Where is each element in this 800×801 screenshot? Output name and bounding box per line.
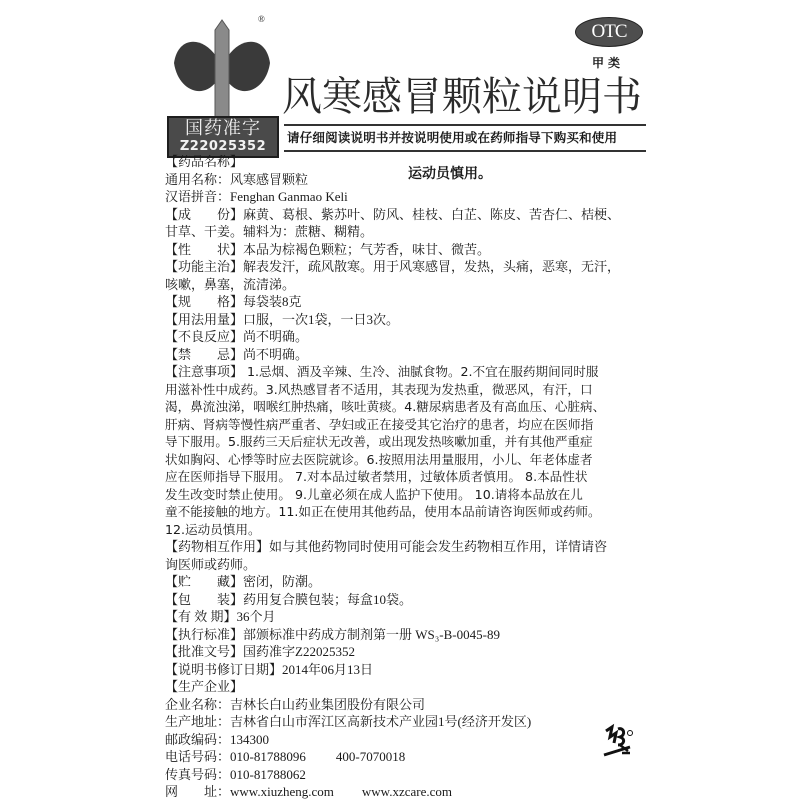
section-contraindications [165, 346, 647, 364]
address-row [165, 713, 647, 731]
interactions-value: 如与其他药物同时使用可能会发生药物相互作用，详情请咨 [269, 539, 608, 554]
phone-row [165, 748, 647, 766]
section-label: 【用法用量】 [165, 311, 244, 327]
otc-badge: OTC [575, 17, 643, 47]
precautions-line: 童不能接触的地方。11.如正在使用其他药品，使用本品前请咨询医师或药师。 [165, 504, 601, 519]
section-label: 【性 状】 [165, 241, 244, 257]
section-label: 【有 效 期】 [165, 609, 237, 624]
precautions-line: 12.运动员慎用。 [165, 521, 261, 537]
section-precautions [165, 363, 647, 381]
adverse-reactions-value: 尚不明确。 [243, 329, 309, 344]
section-label: 【批准文号】 [165, 644, 244, 659]
section-drug-name-heading [165, 153, 647, 171]
section-label: 【执行标准】 [165, 626, 244, 642]
section-dosage [165, 311, 647, 329]
fax-row [165, 766, 647, 784]
company-value: 吉林长白山药业集团股份有限公司 [230, 696, 426, 712]
generic-name-value: 风寒感冒颗粒 [230, 171, 309, 187]
section-label: 【注意事项】 [165, 364, 244, 379]
section-label: 【贮 藏】 [165, 574, 244, 589]
indications-continuation [165, 276, 647, 294]
fax-value: 010-81788062 [230, 766, 306, 782]
section-standard [165, 626, 647, 644]
field-label: 邮政编码： [165, 731, 231, 747]
website-link-2[interactable]: www.xzcare.com [361, 784, 452, 799]
properties-value: 本品为棕褐色颗粒；气芳香，味甘、微苦。 [243, 241, 491, 257]
website-row [165, 783, 647, 801]
section-packaging [165, 591, 647, 609]
postcode-row [165, 731, 647, 749]
reading-advice: 请仔细阅读说明书并按说明使用或在药师指导下购买和使用 [287, 130, 618, 145]
brand-axe-logo [172, 18, 272, 118]
section-label: 【规 格】 [165, 294, 244, 309]
section-interactions [165, 538, 647, 556]
specification-value: 每袋装8克 [243, 294, 302, 309]
field-label: 汉语拼音： [165, 189, 231, 204]
section-properties [165, 241, 647, 259]
field-label: 网 址： [165, 784, 231, 799]
section-label: 【功能主治】 [165, 259, 244, 274]
section-label: 【不良反应】 [165, 329, 244, 344]
section-shelf-life [165, 608, 647, 626]
pinyin-row [165, 188, 647, 206]
title-divider-top [284, 124, 646, 126]
brand-calligraphy-seal-icon [600, 723, 636, 759]
section-label: 【禁 忌】 [165, 346, 244, 362]
section-storage [165, 573, 647, 591]
section-label: 【药品名称】 [165, 154, 244, 169]
precautions-line: 导下服用。5.服药三天后症状无改善，或出现发热咳嗽加重，并有其他严重症 [165, 434, 593, 449]
section-adverse-reactions [165, 328, 647, 346]
precautions-line: 渴，鼻流浊涕，咽喉红肿热痛，咳吐黄痰。4.糖尿病患者及有高血压、心脏病、 [165, 399, 606, 414]
website-link-1[interactable]: www.xiuzheng.com [230, 784, 334, 799]
phone-value-2: 400-7070018 [335, 749, 406, 764]
field-label: 电话号码： [165, 749, 231, 764]
approval-number-value: 国药准字Z22025352 [243, 644, 355, 659]
precautions-line: 1.忌烟、酒及辛辣、生冷、油腻食物。2.不宜在服药期间同时服 [243, 364, 599, 379]
revision-date-value: 2014年06月13日 [282, 661, 374, 677]
section-approval-number [165, 643, 647, 661]
packaging-value: 药用复合膜包装；每盒10袋。 [243, 591, 413, 607]
section-indications [165, 258, 647, 276]
standard-value: 部颁标准中药成方制剂第一册 WS₃-B-0045-89 [243, 626, 500, 642]
field-label: 通用名称： [165, 171, 231, 187]
ingredients-value: 甘草、干姜。辅料为：蔗糖、糊精。 [165, 224, 374, 239]
section-specification [165, 293, 647, 311]
section-label: 【生产企业】 [165, 679, 244, 694]
section-manufacturer-heading [165, 678, 647, 696]
pinyin-value: Fenghan Ganmao Keli [230, 189, 348, 204]
field-label: 传真号码： [165, 766, 231, 782]
section-revision-date [165, 661, 647, 679]
precautions-line: 肝病、肾病等慢性病严重者、孕妇或正在接受其它治疗的患者，均应在医师指 [165, 416, 594, 432]
leaflet-body [165, 153, 647, 801]
document-title: 风寒感冒颗粒说明书 [282, 74, 642, 119]
approval-label: 国药准字 [185, 118, 261, 139]
ingredients-continuation [165, 223, 647, 241]
contraindications-value: 尚不明确。 [243, 346, 309, 362]
section-label: 【说明书修订日期】 [165, 661, 283, 677]
title-divider-bottom [284, 150, 646, 152]
company-row [165, 696, 647, 714]
otc-class-label: 甲类 [592, 56, 625, 70]
precautions-line: 发生改变时禁止使用。 9.儿童必须在成人监护下使用。 10.请将本品放在儿 [165, 486, 583, 502]
field-label: 企业名称： [165, 696, 231, 712]
phone-value-1: 010-81788096 [230, 749, 306, 764]
precautions-line: 应在医师指导下服用。 7.对本品过敏者禁用，过敏体质者慎用。 8.本品性状 [165, 469, 588, 484]
precautions-line: 用滋补性中成药。3.风热感冒者不适用，其表现为发热重，微恶风，有汗，口 [165, 381, 593, 397]
dosage-value: 口服，一次1袋，一日3次。 [243, 311, 400, 327]
shelf-life-value: 36个月 [236, 609, 276, 624]
approval-number-badge [167, 116, 279, 158]
section-label: 【药物相互作用】 [165, 539, 270, 554]
precautions-line: 状如胸闷、心悸等时应去医院就诊。6.按照用法用量服用，小儿、年老体虚者 [165, 451, 593, 467]
address-value: 吉林省白山市浑江区高新技术产业园1号(经济开发区) [230, 714, 532, 729]
section-ingredients [165, 206, 647, 224]
field-label: 生产地址： [165, 714, 231, 729]
section-label: 【成 份】 [165, 206, 244, 222]
approval-number: Z22025352 [179, 139, 267, 154]
registered-mark: ® [258, 14, 265, 24]
ingredients-value: 麻黄、葛根、紫苏叶、防风、桂枝、白芷、陈皮、苦杏仁、桔梗、 [243, 206, 621, 222]
section-label: 【包 装】 [165, 591, 244, 607]
indications-value: 解表发汗，疏风散寒。用于风寒感冒，发热，头痛，恶寒，无汗， [243, 259, 621, 274]
interactions-value: 询医师或药师。 [165, 556, 257, 572]
postcode-value: 134300 [230, 731, 270, 747]
interactions-continuation [165, 556, 647, 574]
generic-name-row [165, 171, 647, 189]
indications-value: 咳嗽，鼻塞，流清涕。 [165, 276, 296, 292]
athlete-caution-note: 运动员慎用。 [408, 166, 492, 182]
storage-value: 密闭，防潮。 [243, 574, 322, 589]
